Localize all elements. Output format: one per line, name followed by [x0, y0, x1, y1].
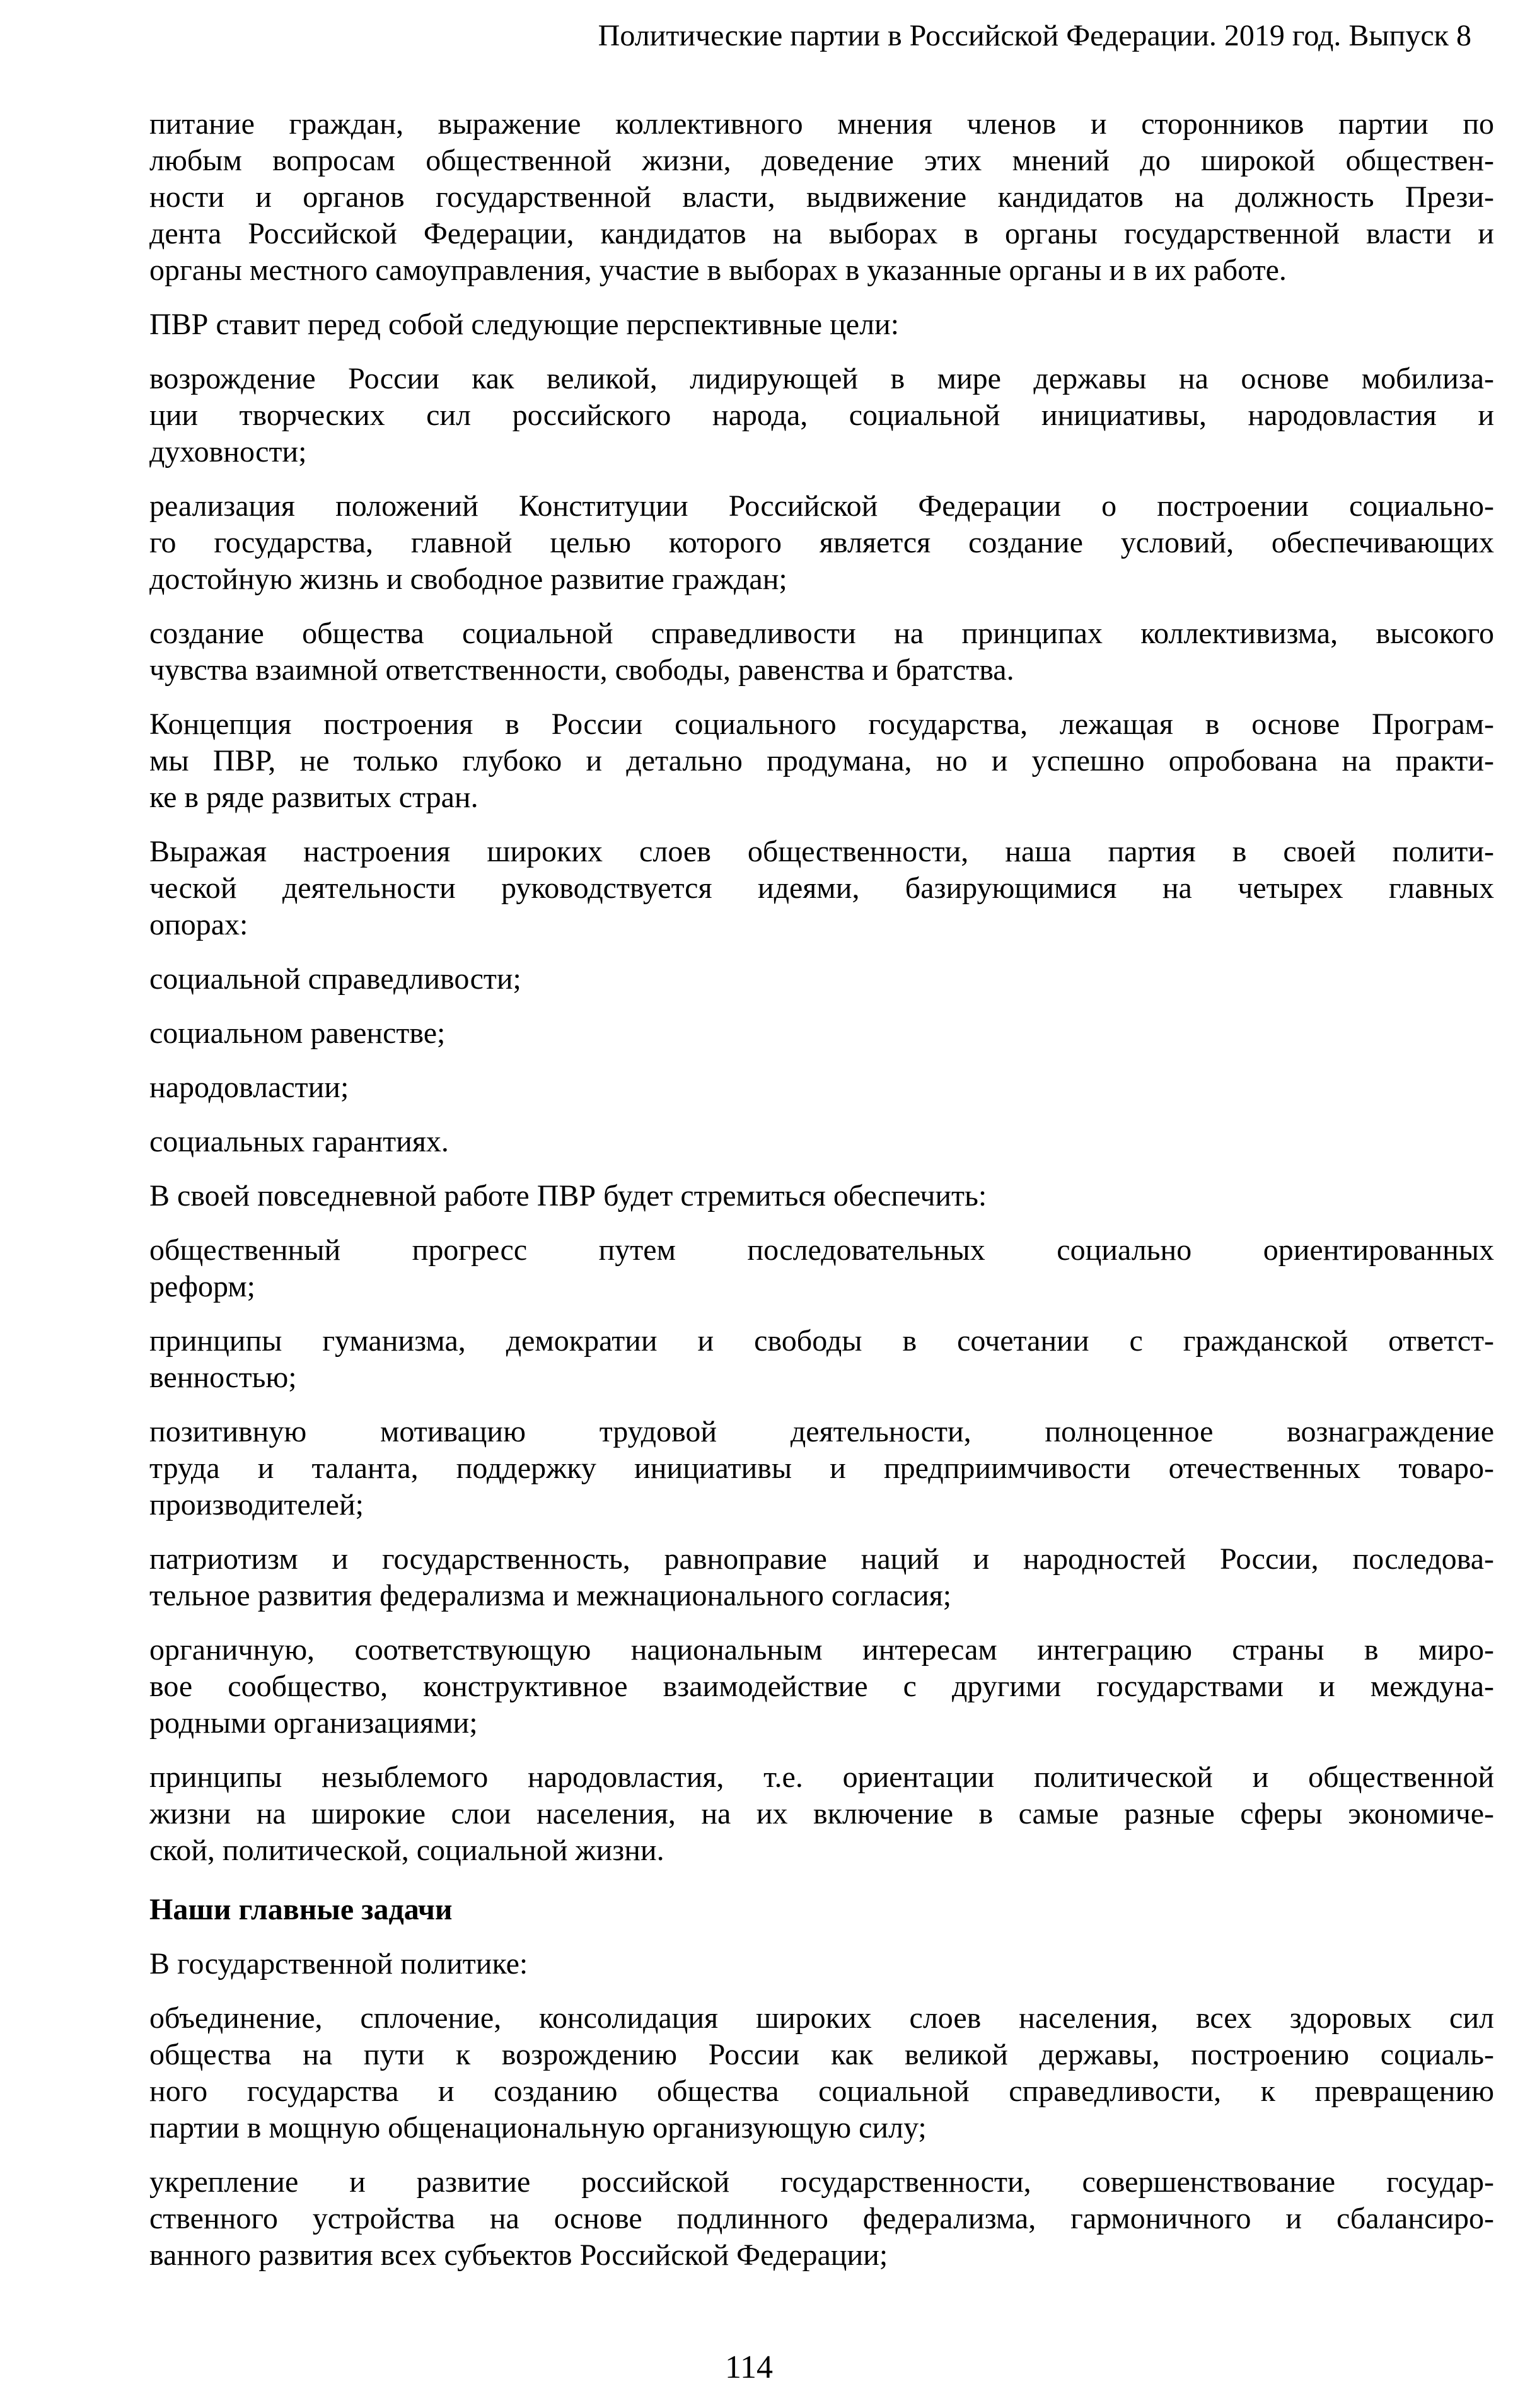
- paragraph: [149, 1414, 1494, 1523]
- paragraph: [149, 1541, 1494, 1614]
- paragraph: [149, 1015, 1494, 1052]
- text-line: ции творческих сил российского народа, социальной инициативы, народовластия и: [149, 398, 1494, 432]
- paragraph: [149, 1323, 1494, 1396]
- text-line: народовластии;: [149, 1071, 349, 1104]
- text-line: объединение, сплочение, консолидация широких слоев населения, всех здоровых сил: [149, 2001, 1494, 2035]
- text-line: чувства взаимной ответственности, свободы, равенства и братства.: [149, 653, 1014, 687]
- paragraph: [149, 1069, 1494, 1106]
- text-line: возрождение России как великой, лидирующей в мире державы на основе мобилиза-: [149, 362, 1494, 395]
- text-line: духовности;: [149, 435, 307, 468]
- page-footer: [0, 2349, 1498, 2386]
- text-line: вое сообщество, конструктивное взаимодействие с другими государствами и междуна-: [149, 1670, 1494, 1703]
- paragraph: [149, 615, 1494, 689]
- text-line: ванного развития всех субъектов Российской Федерации;: [149, 2238, 888, 2272]
- text-line: ПВР ставит перед собой следующие перспективные цели:: [149, 308, 900, 341]
- page-header: [149, 18, 1471, 54]
- paragraph: [149, 2164, 1494, 2274]
- text-line: общества на пути к возрождению России как великой державы, построению социаль-: [149, 2038, 1494, 2071]
- text-line: патриотизм и государственность, равноправие наций и народностей России, последова-: [149, 1542, 1494, 1576]
- text-line: ного государства и созданию общества социальной справедливости, к превращению: [149, 2074, 1494, 2108]
- text-line: реформ;: [149, 1270, 255, 1303]
- text-line: принципы гуманизма, демократии и свободы в сочетании с гражданской ответст-: [149, 1324, 1494, 1358]
- text-line: ке в ряде развитых стран.: [149, 781, 478, 814]
- text-line: принципы незыблемого народовластия, т.е. ориентации политической и общественной: [149, 1760, 1494, 1794]
- page-header-title: Политические партии в Российской Федерации. 2019 год. Выпуск 8: [598, 19, 1471, 52]
- text-line: В своей повседневной работе ПВР будет стремиться обеспечить:: [149, 1179, 987, 1213]
- text-line: органичную, соответствующую национальным интересам интеграцию страны в миро-: [149, 1633, 1494, 1666]
- text-line: позитивную мотивацию трудовой деятельности, полноценное вознаграждение: [149, 1415, 1494, 1448]
- text-line: ской, политической, социальной жизни.: [149, 1834, 664, 1867]
- paragraph: [149, 488, 1494, 598]
- text-line: ственного устройства на основе подлинного федерализма, гармоничного и сбалансиро-: [149, 2202, 1494, 2235]
- paragraph: [149, 1632, 1494, 1742]
- text-line: реализация положений Конституции Российской Федерации о построении социально-: [149, 489, 1494, 523]
- text-line: родными организациями;: [149, 1706, 478, 1740]
- text-line: социальной справедливости;: [149, 962, 521, 996]
- text-line: мы ПВР, не только глубоко и детально продумана, но и успешно опробована на практи-: [149, 744, 1494, 777]
- paragraph: [149, 1178, 1494, 1214]
- text-line: го государства, главной целью которого является создание условий, обеспечивающих: [149, 526, 1494, 559]
- paragraph: [149, 706, 1494, 816]
- text-line: опорах:: [149, 908, 248, 941]
- text-line: общественный прогресс путем последовательных социально ориентированных: [149, 1233, 1494, 1267]
- paragraph: [149, 306, 1494, 343]
- paragraph: [149, 961, 1494, 998]
- page-number: 114: [724, 2349, 774, 2385]
- paragraph: [149, 1232, 1494, 1305]
- text-line: Концепция построения в России социального государства, лежащая в основе Програм-: [149, 707, 1494, 741]
- text-line: укрепление и развитие российской государственности, совершенствование государ-: [149, 2165, 1494, 2199]
- text-line: любым вопросам общественной жизни, доведение этих мнений до широкой обществен-: [149, 144, 1494, 177]
- text-line: ности и органов государственной власти, выдвижение кандидатов на должность Прези-: [149, 180, 1494, 214]
- text-line: производителей;: [149, 1488, 364, 1521]
- text-line: В государственной политике:: [149, 1947, 528, 1980]
- document-body: [149, 106, 1494, 2291]
- text-line: социальном равенстве;: [149, 1016, 446, 1050]
- paragraph: [149, 1759, 1494, 1869]
- text-line: Выражая настроения широких слоев общественности, наша партия в своей полити-: [149, 835, 1494, 868]
- text-line: дента Российской Федерации, кандидатов на выборах в органы государственной власти и: [149, 217, 1494, 250]
- paragraph: [149, 106, 1494, 289]
- text-line: Наши главные задачи: [149, 1893, 453, 1926]
- text-line: жизни на широкие слои населения, на их включение в самые разные сферы экономиче-: [149, 1797, 1494, 1830]
- section-heading: [149, 1892, 1494, 1928]
- text-line: партии в мощную общенациональную организующую силу;: [149, 2111, 927, 2144]
- paragraph: [149, 834, 1494, 943]
- text-line: питание граждан, выражение коллективного мнения членов и сторонников партии по: [149, 107, 1494, 141]
- text-line: социальных гарантиях.: [149, 1125, 449, 1158]
- paragraph: [149, 361, 1494, 470]
- text-line: труда и таланта, поддержку инициативы и предприимчивости отечественных товаро-: [149, 1451, 1494, 1485]
- text-line: достойную жизнь и свободное развитие граждан;: [149, 562, 787, 596]
- text-line: венностью;: [149, 1361, 297, 1394]
- paragraph: [149, 2000, 1494, 2146]
- paragraph: [149, 1946, 1494, 1982]
- text-line: органы местного самоуправления, участие в выборах в указанные органы и в их работе.: [149, 253, 1287, 287]
- paragraph: [149, 1124, 1494, 1160]
- text-line: создание общества социальной справедливости на принципах коллективизма, высокого: [149, 617, 1494, 650]
- text-line: ческой деятельности руководствуется идеями, базирующимися на четырех главных: [149, 871, 1494, 905]
- text-line: тельное развития федерализма и межнационального согласия;: [149, 1579, 952, 1612]
